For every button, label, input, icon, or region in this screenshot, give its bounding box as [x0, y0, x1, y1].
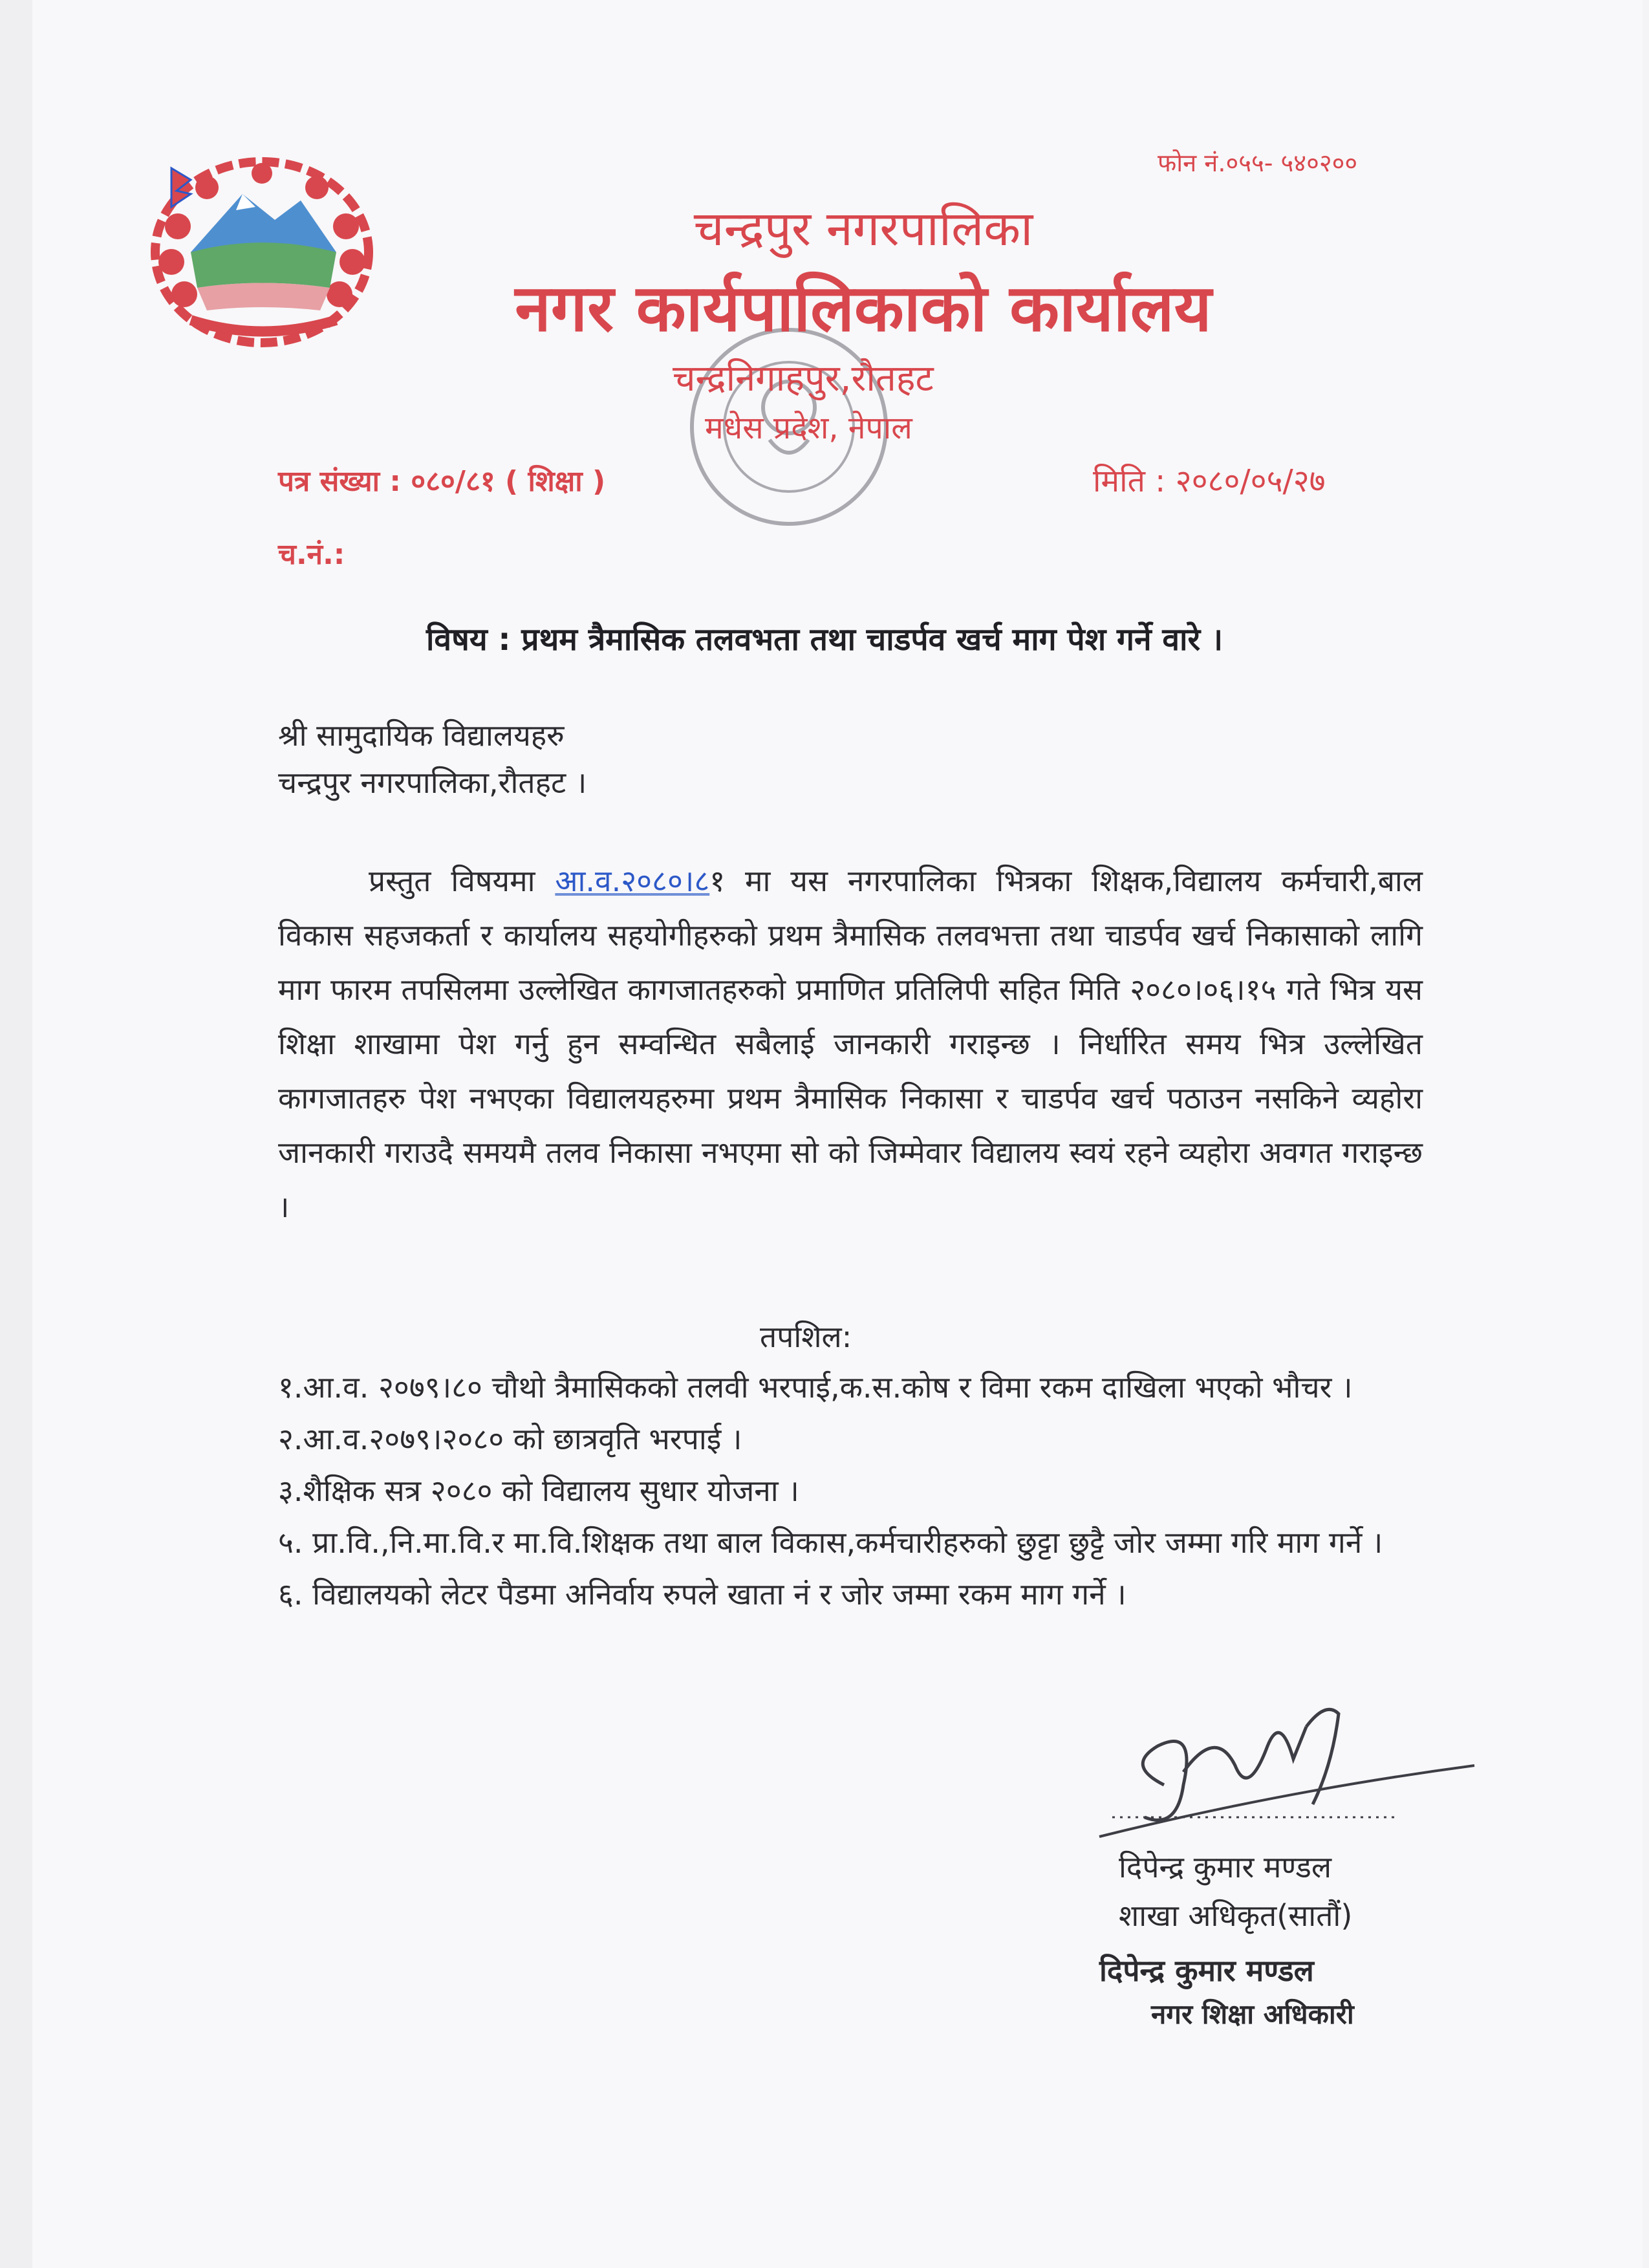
body-text-rest: १ मा यस नगरपालिका भित्रका शिक्षक,विद्यालय कर्मचारी,बाल विकास सहजकर्ता र कार्यालय सहयोगीहरुको प्रथम त्रैमासिक तलवभत्ता तथा चाडर्पव खर्च निकासाको लागि माग फारम तपसिलमा उल्लेखित कागजातहरुको प्रमाणित प्रतिलिपी सहित मिति २०८०।०६।१५ गते भित्र यस शिक्षा शाखामा पेश गर्नु हुन सम्वन्धित सबैलाई जानकारी गराइन्छ । निर्धारित समय भित्र उल्लेखित कागजातहरु पेश नभएका विद्यालयहरुमा प्रथम त्रैमासिक निकासा र चाडर्पव खर्च पठाउन नसकिने व्यहोरा जानकारी गराउदै समयमै तलव निकासा नभएमा सो को जिम्मेवार विद्यालय स्वयं रहने व्यहोरा अवगत गराइन्छ । — [278, 863, 1423, 1224]
office-province: मधेस प्रदेश, नेपाल — [705, 410, 912, 446]
officer-title: नगर शिक्षा अधिकारी — [1151, 1998, 1354, 2030]
office-name: नगर कार्यपालिकाको कार्यालय — [515, 270, 1212, 346]
dispatch-number: च.नं.: — [278, 538, 345, 571]
tapsil-list — [278, 1361, 1436, 1620]
signatory-name: दिपेन्द्र कुमार मण्डल — [1119, 1850, 1332, 1885]
office-location: चन्द्रनिगाहपुर,रौतहट — [673, 358, 934, 400]
officer-name: दिपेन्द्र कुमार मण्डल — [1099, 1953, 1314, 1988]
letter-subject: विषय : प्रथम त्रैमासिक तलवभता तथा चाडर्पव खर्च माग पेश गर्ने वारे । — [426, 621, 1223, 658]
reference-number: पत्र संख्या : ०८०/८१ ( शिक्षा ) — [278, 465, 606, 498]
list-item: २.आ.व.२०७९।२०८० को छात्रवृति भरपाई । — [278, 1421, 742, 1456]
list-item: ६. विद्यालयको लेटर पैडमा अनिर्वाय रुपले खाता नं र जोर जम्मा रकम माग गर्ने । — [278, 1577, 1126, 1612]
signatory-title: शाखा अधिकृत(सातौं) — [1119, 1898, 1353, 1933]
list-item: ३.शैक्षिक सत्र २०८० को विद्यालय सुधार योजना । — [278, 1473, 799, 1508]
recipient-line-2: चन्द्रपुर नगरपालिका,रौतहट । — [278, 765, 587, 800]
municipality-name: चन्द्रपुर नगरपालिका — [693, 201, 1033, 257]
list-item: १.आ.व. २०७९।८० चौथो त्रैमासिकको तलवी भरपाई,क.स.कोष र विमा रकम दाखिला भएको भौचर । — [278, 1370, 1353, 1405]
phone-number: फोन नं.०५५- ५४०२०० — [1158, 149, 1358, 177]
body-paragraph — [278, 854, 1423, 1234]
list-item: ५. प्रा.वि.,नि.मा.वि.र मा.वि.शिक्षक तथा बाल विकास,कर्मचारीहरुको छुट्टा छुट्टै जोर जम्मा गरि माग गर्ने । — [278, 1525, 1383, 1560]
body-highlight: आ.व.२०८०।८ — [555, 863, 710, 898]
tapsil-heading: तपशिल: — [760, 1319, 852, 1354]
body-text-start: प्रस्तुत विषयमा — [369, 863, 555, 898]
letter-date: मिति : २०८०/०५/२७ — [1093, 463, 1326, 499]
recipient-line-1: श्री सामुदायिक विद्यालयहरु — [278, 718, 565, 753]
